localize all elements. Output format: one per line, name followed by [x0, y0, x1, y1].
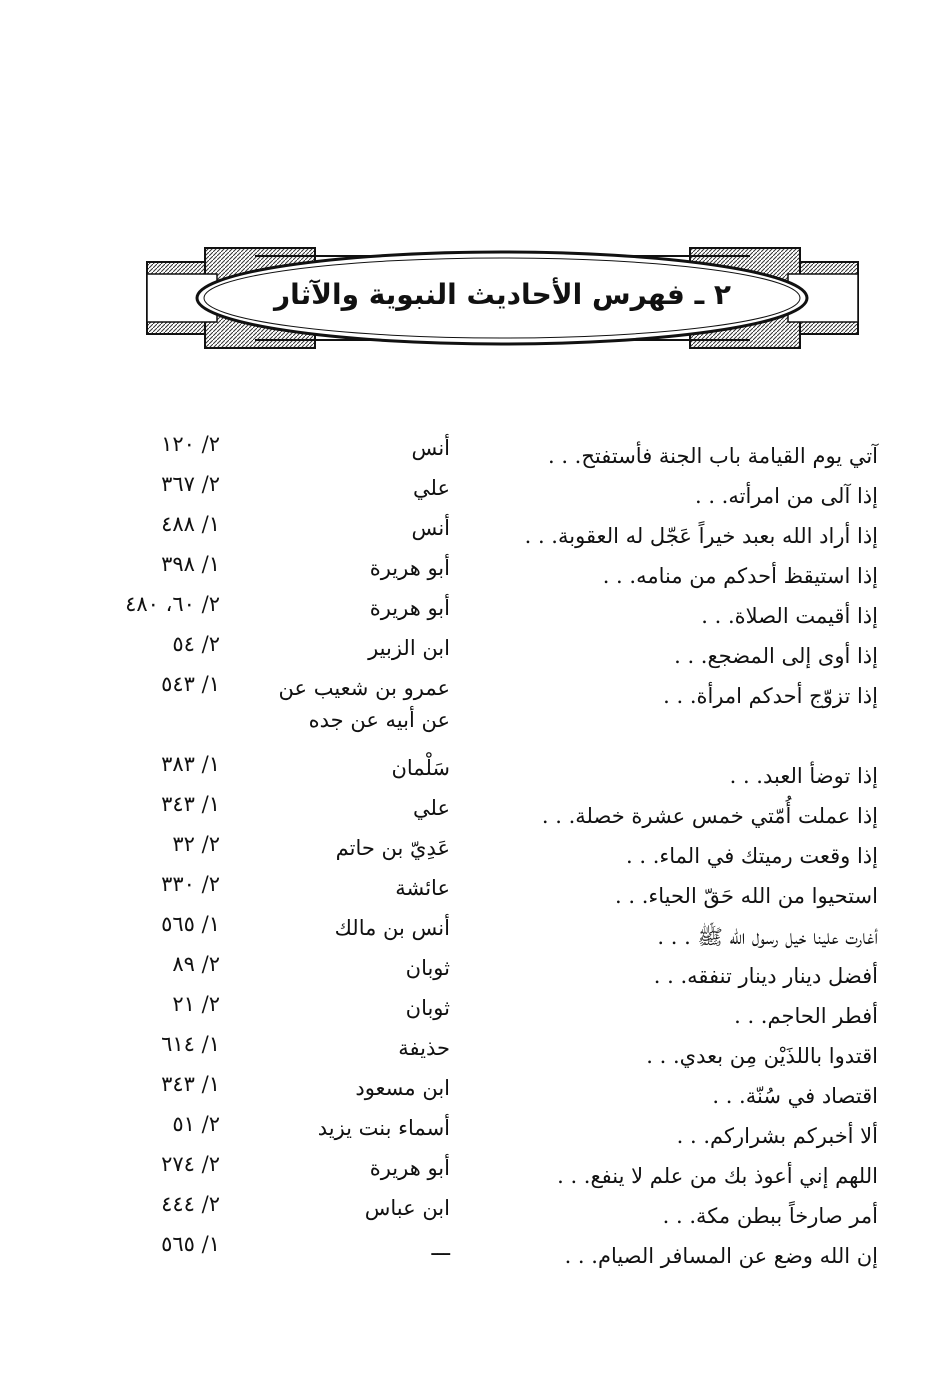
volume-page-ref: ١/ ٥٦٥ — [161, 912, 220, 936]
index-row — [0, 512, 938, 556]
index-row — [0, 792, 938, 836]
narrator-name: أنس — [411, 436, 450, 460]
hadith-text: إن الله وضع عن المسافر الصيام. . . — [564, 1244, 878, 1268]
hadith-text: أغارت علينا خيل رسول الله ﷺ . . . — [657, 925, 878, 949]
volume-page-ref: ٢/ ٦٠، ٤٨٠ — [125, 592, 220, 616]
narrator-name: علي — [413, 476, 450, 500]
index-row — [0, 1232, 938, 1276]
narrator-name: أبو هريرة — [369, 556, 450, 580]
volume-page-ref: ١/ ٥٤٣ — [161, 672, 220, 696]
hadith-text: إذا أقيمت الصلاة. . . — [701, 604, 878, 628]
index-row — [0, 632, 938, 676]
volume-page-ref: ٢/ ٣٣٠ — [161, 872, 220, 896]
narrator-name: أنس بن مالك — [334, 916, 450, 940]
narrator-name: ـــ — [431, 1236, 450, 1260]
volume-page-ref: ٢/ ٣٢ — [172, 832, 220, 856]
hadith-text: إذا تزوّج أحدكم امرأة. . . — [663, 684, 878, 708]
narrator-name: أبو هريرة — [369, 596, 450, 620]
hadith-text: إذا توضأ العبد. . . — [729, 764, 878, 788]
volume-page-ref: ١/ ٣٤٣ — [161, 1072, 220, 1096]
hadith-text: إذا أوى إلى المضجع. . . — [674, 644, 878, 668]
hadith-text: إذا آلى من امرأته. . . — [694, 484, 878, 508]
index-row — [0, 552, 938, 596]
hadith-text: ألا أخبركم بشراركم. . . — [676, 1124, 878, 1148]
narrator-name: عائشة — [395, 876, 450, 900]
volume-page-ref: ١/ ٣٩٨ — [161, 552, 220, 576]
narrator-name: سَلْمان — [391, 756, 450, 780]
section-banner — [145, 240, 860, 360]
volume-page-ref: ٢/ ٣٦٧ — [161, 472, 220, 496]
volume-page-ref: ١/ ٦١٤ — [161, 1032, 220, 1056]
volume-page-ref: ٢/ ٢١ — [172, 992, 220, 1016]
volume-page-ref: ٢/ ٨٩ — [172, 952, 220, 976]
index-row — [0, 832, 938, 876]
narrator-name: ثوبان — [405, 956, 450, 980]
hadith-text: اقتدوا باللذَيْن مِن بعدي. . . — [646, 1044, 878, 1068]
index-row — [0, 992, 938, 1036]
hadith-text: إذا أراد الله بعبد خيراً عَجّل له العقوبة. . . — [524, 524, 878, 548]
index-row — [0, 1072, 938, 1116]
narrator-name: عمرو بن شعيب عن — [278, 676, 450, 700]
volume-page-ref: ٢/ ٥٤ — [172, 632, 220, 656]
index-row — [0, 1032, 938, 1076]
narrator-name: ثوبان — [405, 996, 450, 1020]
index-row — [0, 952, 938, 996]
hadith-text: اللهم إني أعوذ بك من علم لا ينفع. . . — [557, 1164, 878, 1188]
index-row — [0, 752, 938, 796]
volume-page-ref: ٢/ ٥١ — [172, 1112, 220, 1136]
volume-page-ref: ١/ ٤٨٨ — [161, 512, 220, 536]
narrator-name: أسماء بنت يزيد — [317, 1116, 450, 1140]
hadith-text: إذا وقعت رميتك في الماء. . . — [626, 844, 878, 868]
volume-page-ref: ٢/ ٤٤٤ — [161, 1192, 220, 1216]
volume-page-ref: ١/ ٣٨٣ — [161, 752, 220, 776]
hadith-text: إذا عملت أُمّتي خمس عشرة خصلة. . . — [541, 804, 878, 828]
volume-page-ref: ١/ ٣٤٣ — [161, 792, 220, 816]
volume-page-ref: ٢/ ٢٧٤ — [161, 1152, 220, 1176]
index-row — [0, 432, 938, 476]
narrator-continuation: عن أبيه عن جده — [308, 708, 450, 732]
narrator-name: حذيفة — [398, 1036, 450, 1060]
narrator-name: أنس — [411, 516, 450, 540]
index-row — [0, 872, 938, 916]
index-row — [0, 912, 938, 956]
narrator-name: ابن عباس — [364, 1196, 450, 1220]
index-row — [0, 472, 938, 516]
index-row — [0, 1112, 938, 1156]
narrator-name: أبو هريرة — [369, 1156, 450, 1180]
hadith-text: أفطر الحاجم. . . — [734, 1004, 878, 1028]
hadith-text: استحيوا من الله حَقّ الحياء. . . — [615, 884, 878, 908]
page-title: ٢ ـ فهرس الأحاديث النبوية والآثار — [274, 278, 731, 311]
hadith-text: أفضل دينار دينار تنفقه. . . — [653, 964, 878, 988]
narrator-name: علي — [413, 796, 450, 820]
index-row — [0, 1152, 938, 1196]
index-row — [0, 672, 938, 716]
hadith-text: آتي يوم القيامة باب الجنة فأستفتح. . . — [547, 444, 878, 468]
hadith-text: اقتصاد في سُنّة. . . — [712, 1084, 878, 1108]
narrator-name: ابن الزبير — [368, 636, 450, 660]
narrator-name: ابن مسعود — [355, 1076, 450, 1100]
volume-page-ref: ١/ ٥٦٥ — [161, 1232, 220, 1256]
index-row — [0, 1192, 938, 1236]
volume-page-ref: ٢/ ١٢٠ — [161, 432, 220, 456]
hadith-text: أمر صارخاً ببطن مكة. . . — [662, 1204, 878, 1228]
narrator-name: عَدِيّ بن حاتم — [335, 836, 450, 860]
hadith-text: إذا استيقظ أحدكم من منامه. . . — [602, 564, 878, 588]
index-row — [0, 592, 938, 636]
